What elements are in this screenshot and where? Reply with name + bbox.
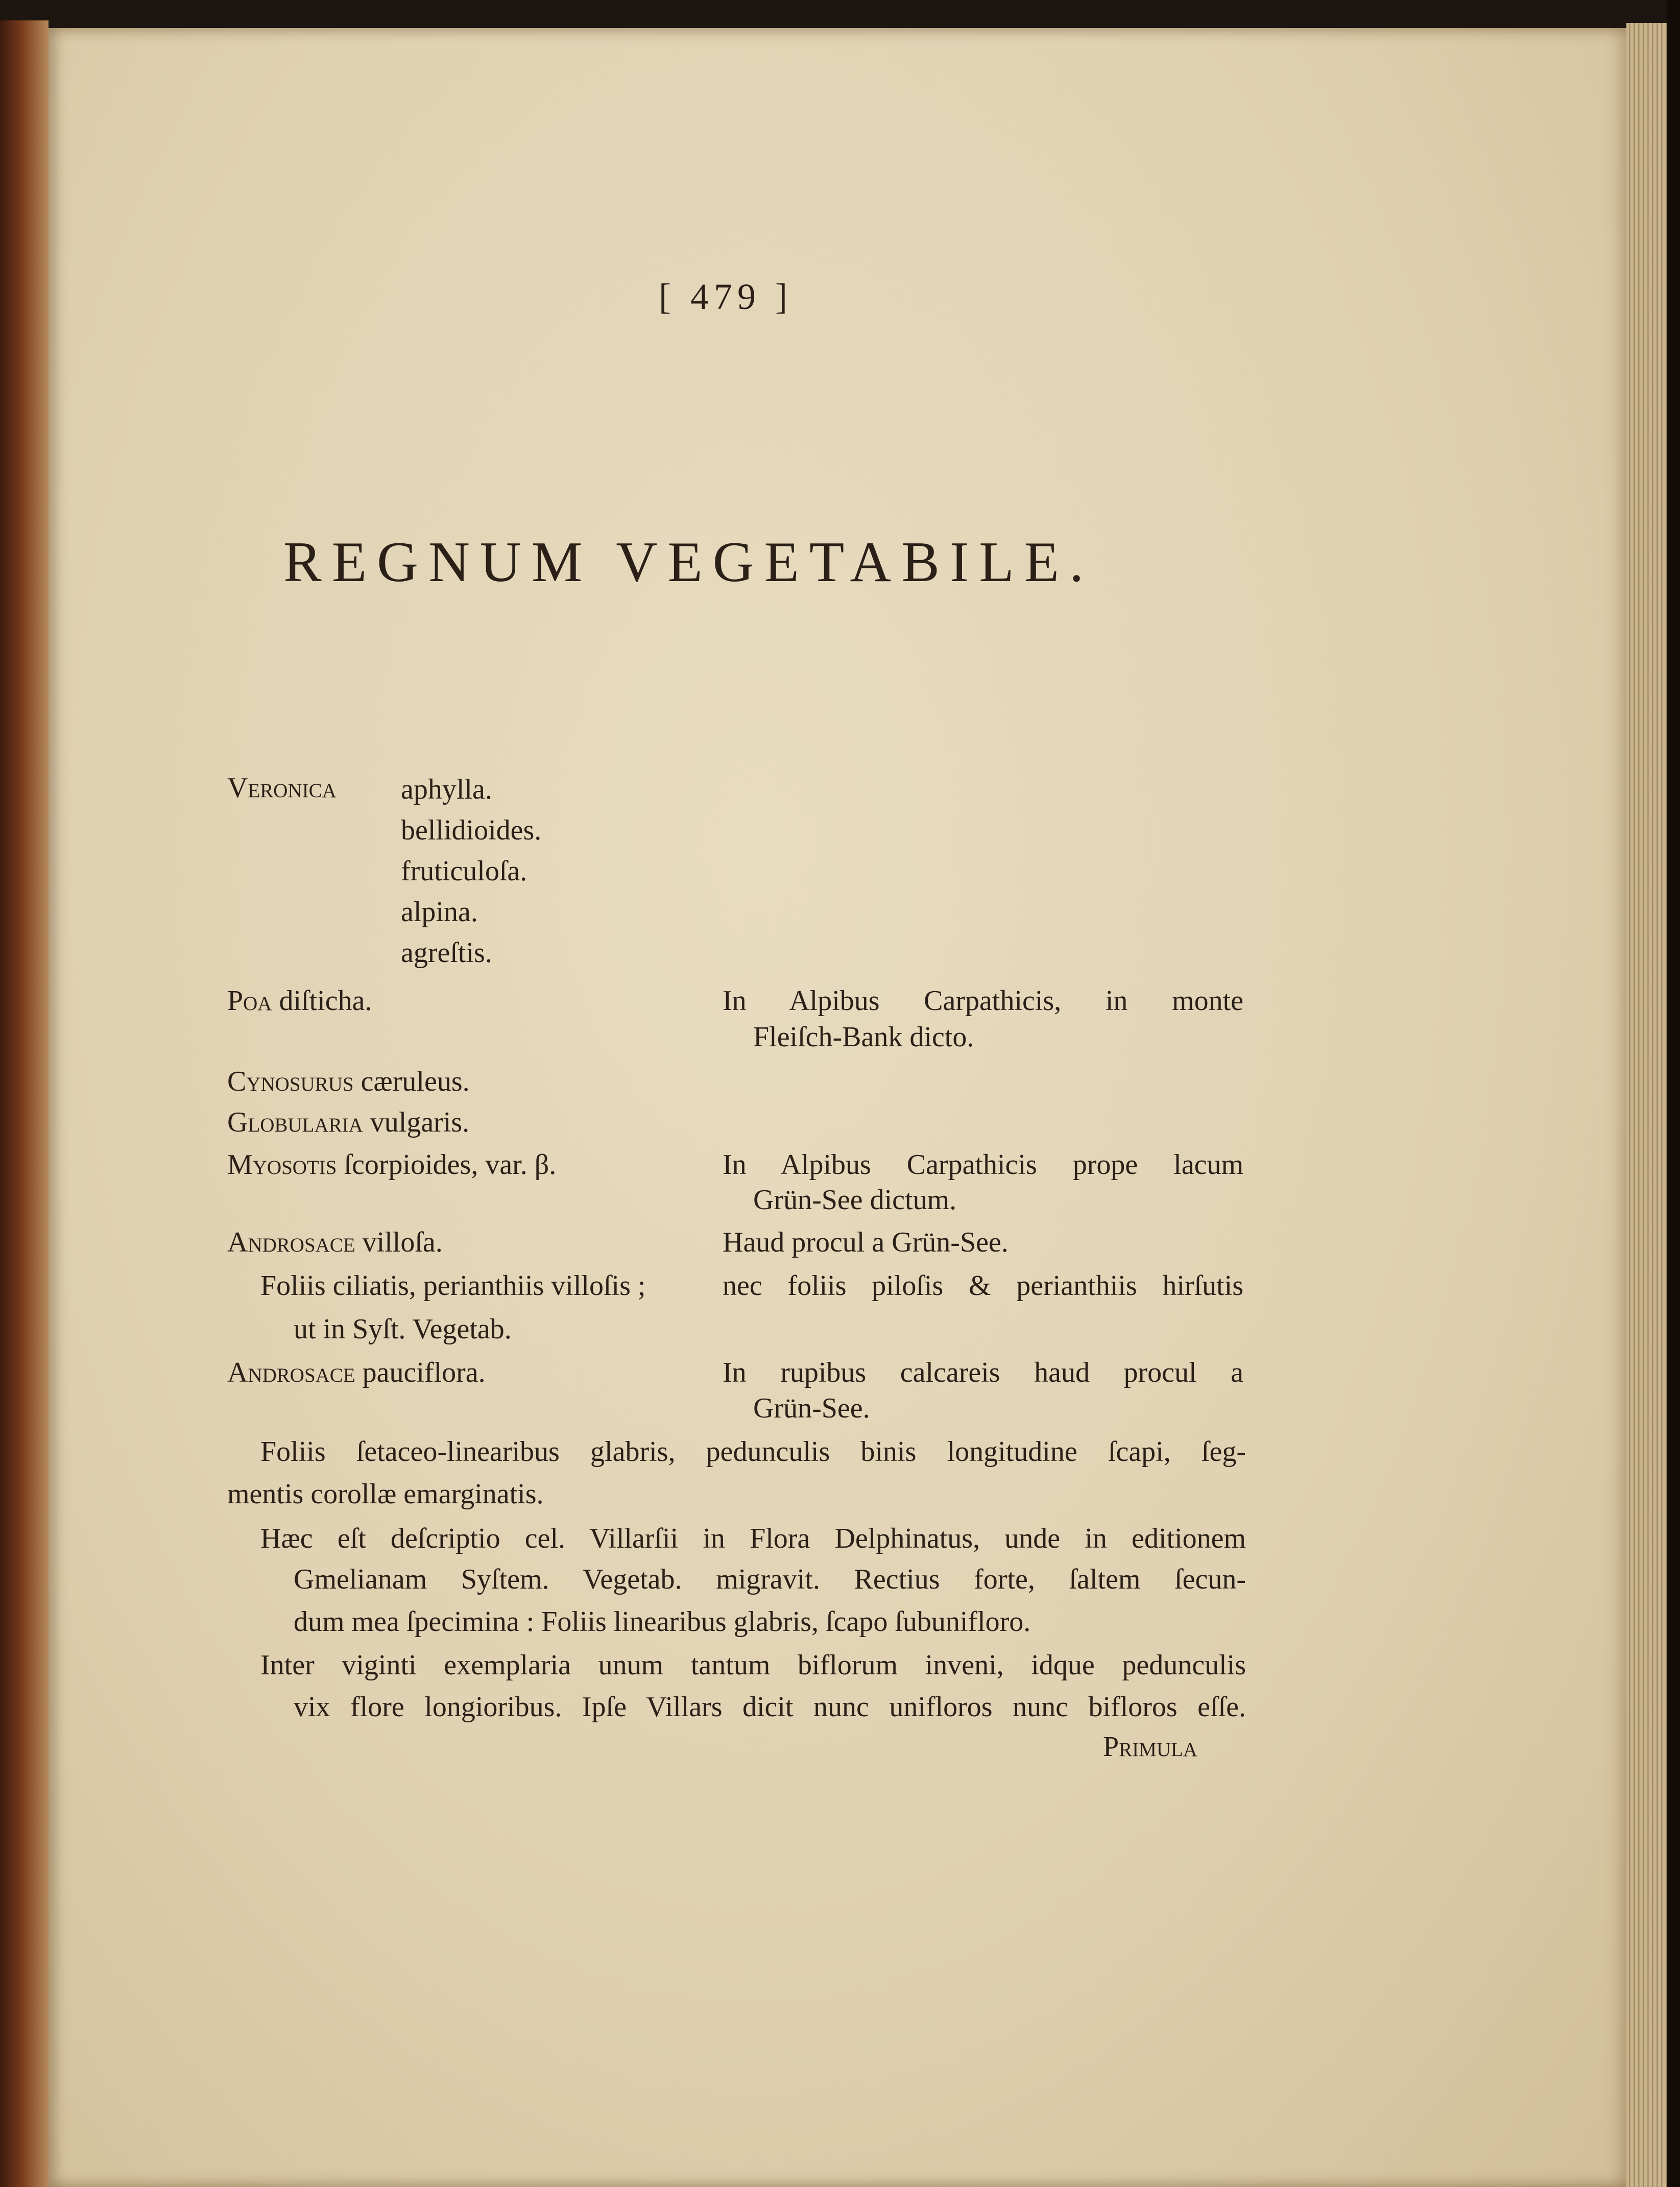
paragraph-3-line-2: vix flore longioribus. Ipſe Villars dicit nunc unifloros nunc bifloros eſſe.: [294, 1691, 1246, 1723]
genus-poa: Poa: [227, 985, 272, 1017]
location-androsace-2-2: Grün-See.: [753, 1392, 870, 1424]
genus-androsace-1: Androsace: [227, 1227, 355, 1258]
species-globularia: vulgaris.: [370, 1107, 470, 1138]
paragraph-2-line-3: dum mea ſpecimina : Foliis linearibus glabris, ſcapo ſubunifloro.: [294, 1606, 1031, 1638]
entry-globularia: [227, 1108, 469, 1137]
paragraph-2-line-1: Hæc eſt deſcriptio cel. Villarſii in Flora Delphinatus, unde in editionem: [260, 1523, 1246, 1554]
species-myosotis: ſcorpioides, var. β.: [344, 1149, 557, 1181]
book-left-edge: [0, 20, 49, 2187]
page-number: [ 479 ]: [659, 276, 793, 317]
location-androsace-1: Haud procul a Grün-See.: [723, 1227, 1009, 1258]
genus-cynosurus: Cynosurus: [227, 1066, 354, 1097]
note-androsace-1-a: Foliis ciliatis, perianthiis villoſis ;: [260, 1270, 646, 1302]
location-poa-1: In Alpibus Carpathicis, in monte: [723, 985, 1243, 1017]
species-veronica-1: aphylla.: [401, 774, 492, 805]
paragraph-2-line-2: Gmelianam Syſtem. Vegetab. migravit. Rectius forte, ſaltem ſecun-: [294, 1564, 1246, 1595]
note-androsace-1-c: ut in Syſt. Vegetab.: [294, 1313, 512, 1345]
genus-veronica: Veronica: [227, 772, 337, 804]
species-veronica-4: alpina.: [401, 896, 478, 928]
location-myosotis-2: Grün-See dictum.: [753, 1184, 957, 1216]
right-shadow: [1667, 0, 1680, 2187]
entry-androsace-pauciflora: [227, 1358, 486, 1387]
location-myosotis-1: In Alpibus Carpathicis prope lacum: [723, 1149, 1243, 1181]
location-poa-2: Fleiſch-Bank dicto.: [753, 1021, 974, 1053]
entry-cynosurus: [227, 1067, 470, 1096]
species-cynosurus: cæruleus.: [361, 1066, 470, 1097]
catchword: Primula: [1103, 1731, 1197, 1763]
genus-androsace-2: Androsace: [227, 1357, 355, 1388]
page-edges: [1626, 23, 1667, 2187]
note-androsace-1-b: nec foliis piloſis & perianthiis hirſutis: [723, 1270, 1243, 1302]
paragraph-1-line-2: mentis corollæ emarginatis.: [227, 1478, 544, 1510]
location-androsace-2-1: In rupibus calcareis haud procul a: [723, 1357, 1243, 1388]
entry-androsace-villosa: [227, 1228, 443, 1257]
page-title: REGNUM VEGETABILE.: [283, 531, 1094, 594]
paragraph-3-line-1: Inter viginti exemplaria unum tantum biflorum inveni, idque pedunculis: [260, 1649, 1246, 1681]
paragraph-1-line-1: Foliis ſetaceo-linearibus glabris, pedunculis binis longitudine ſcapi, ſeg-: [260, 1436, 1246, 1468]
species-androsace-2: pauciflora.: [362, 1357, 486, 1388]
species-androsace-1: villoſa.: [362, 1227, 443, 1258]
genus-globularia: Globularia: [227, 1107, 363, 1138]
genus-myosotis: Myosotis: [227, 1149, 337, 1181]
species-veronica-2: bellidioides.: [401, 814, 542, 846]
species-veronica-5: agreſtis.: [401, 937, 492, 969]
entry-poa: [227, 987, 372, 1015]
species-veronica-3: fruticuloſa.: [401, 855, 527, 887]
entry-myosotis: [227, 1150, 556, 1179]
species-poa: diſticha.: [279, 985, 372, 1017]
